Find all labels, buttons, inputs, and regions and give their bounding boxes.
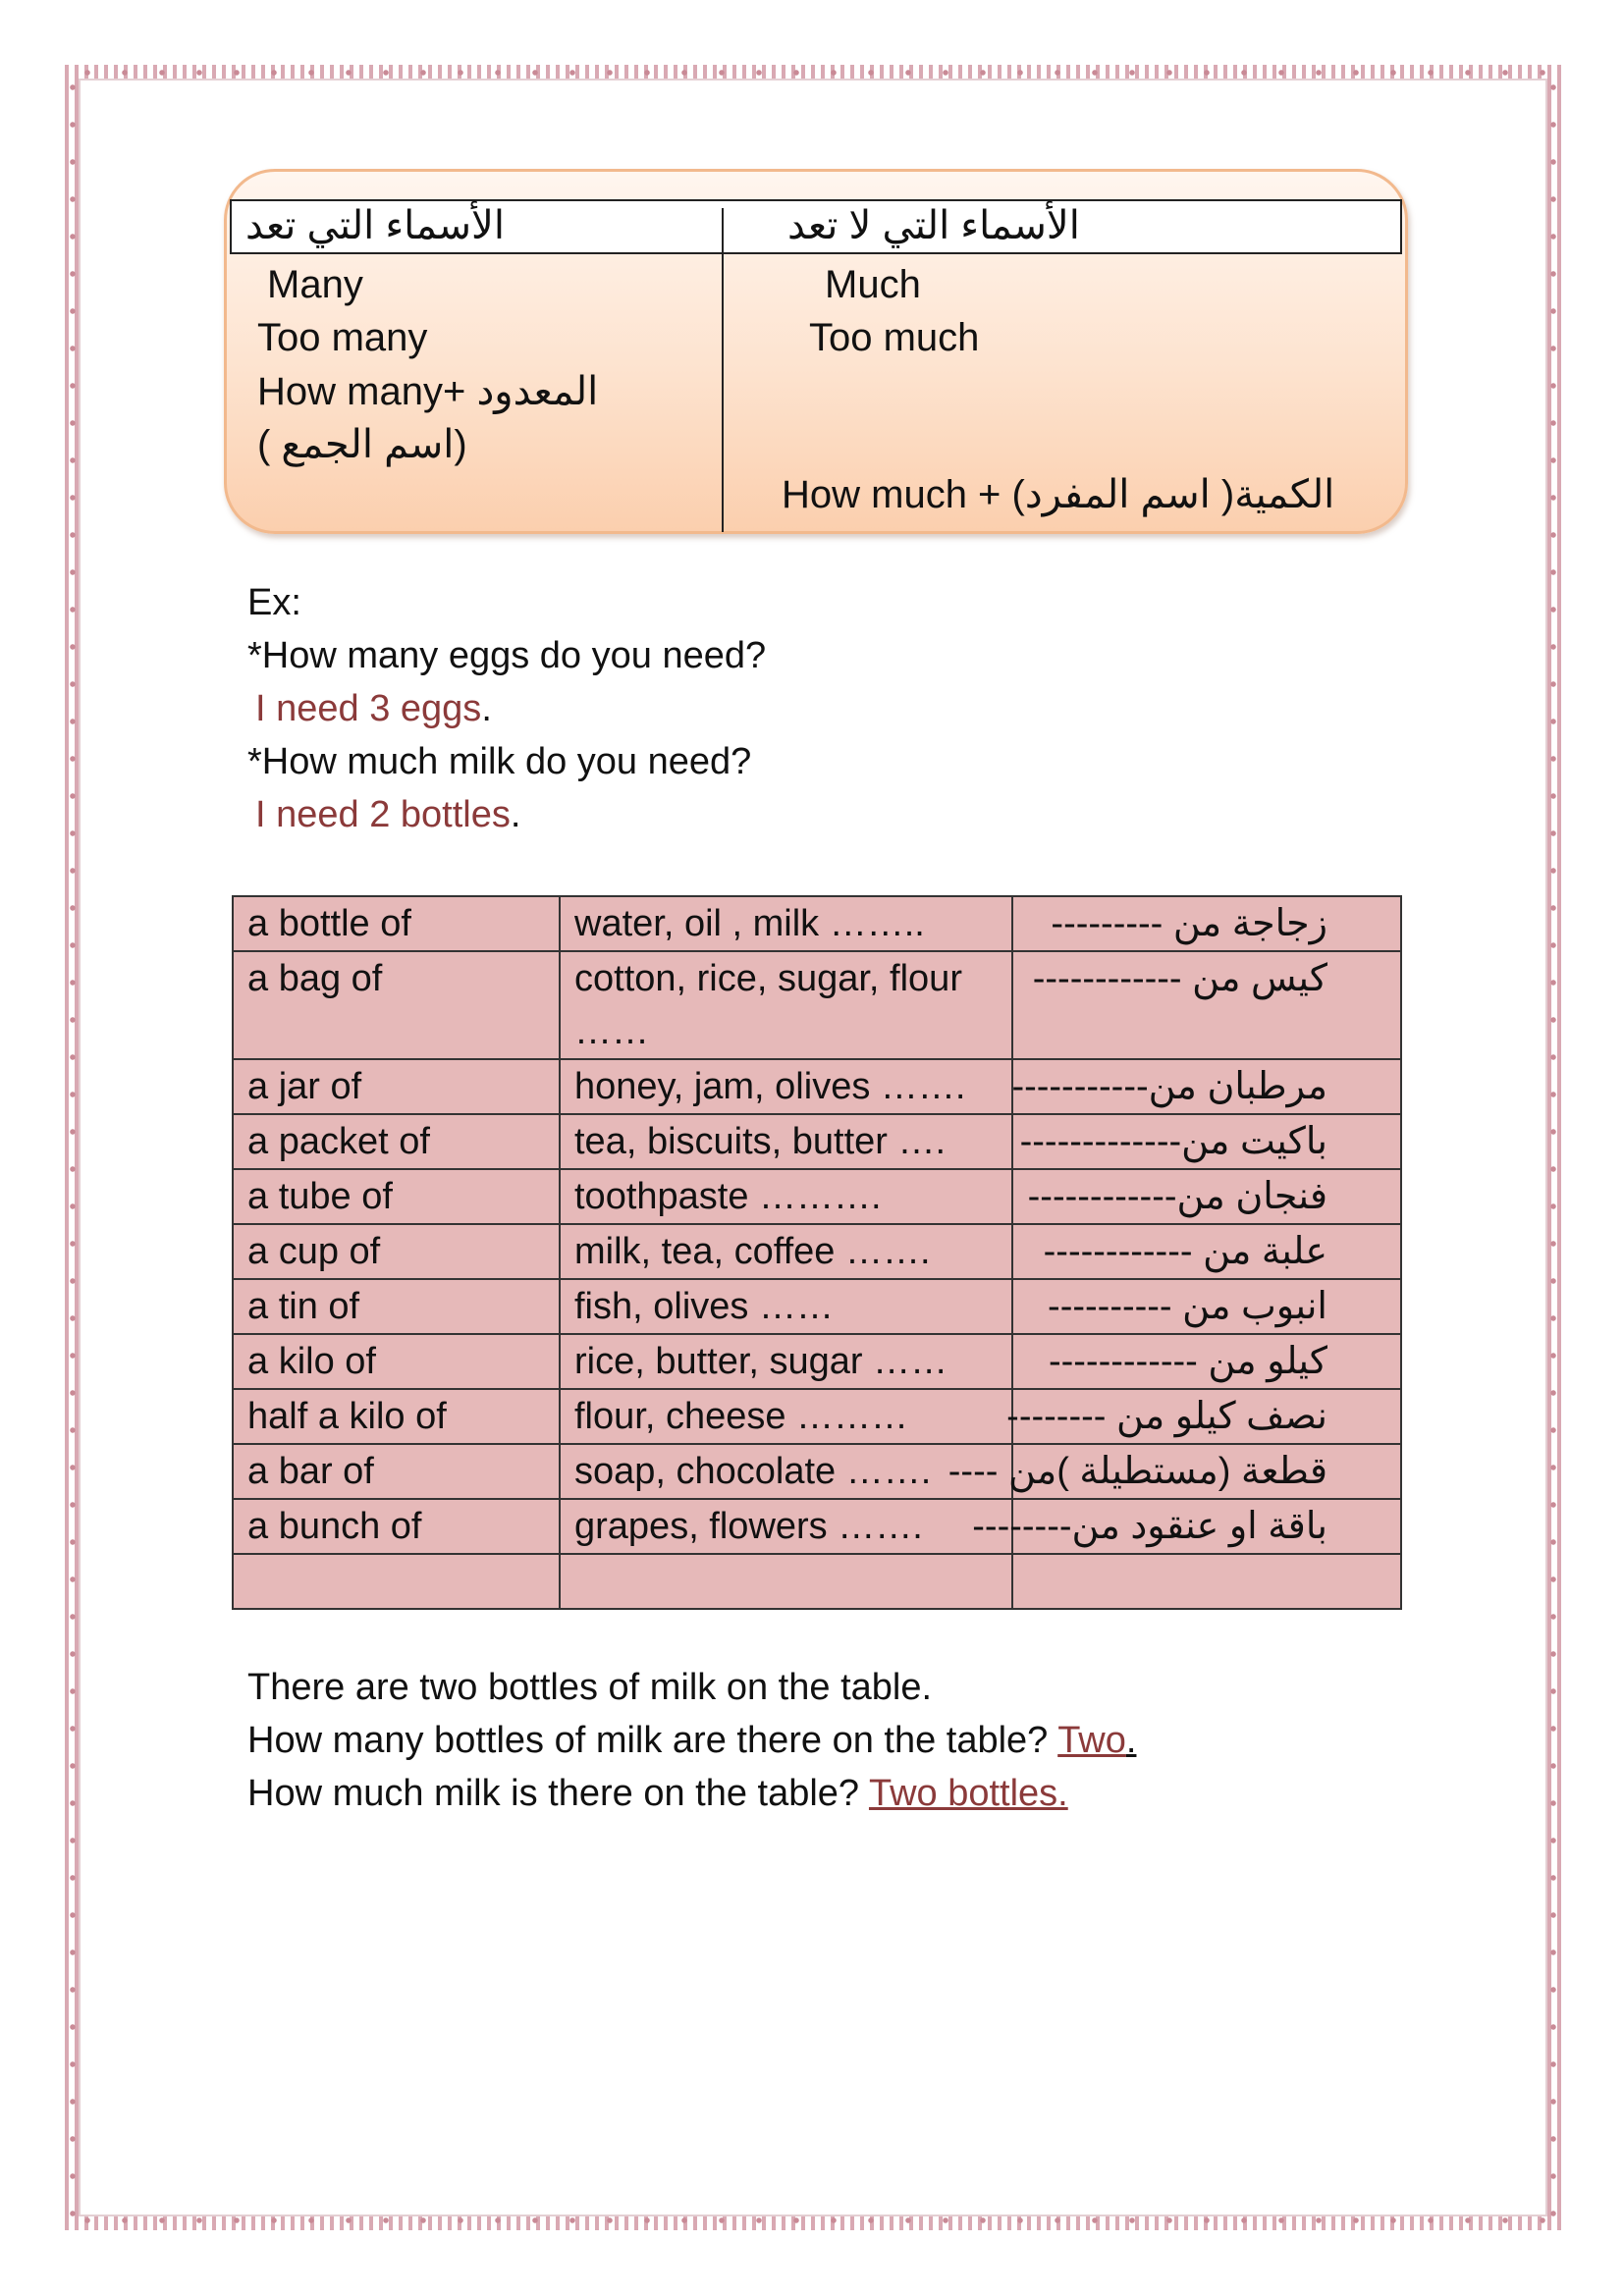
unit-cell: a kilo of <box>233 1334 560 1389</box>
arabic-cell: نصف كيلو من -------- <box>1012 1389 1401 1444</box>
examples-label: Ex: <box>247 582 301 623</box>
arabic-cell: كيس من ------------ <box>1012 951 1401 1059</box>
unit-cell: a cup of <box>233 1224 560 1279</box>
closing-line-2-dot: . <box>1125 1720 1137 1761</box>
arabic-cell: باقة او عنقود من-------- <box>1012 1499 1401 1554</box>
units-table-row <box>233 1279 1401 1334</box>
units-table-row <box>233 896 1401 951</box>
examples-cell: soap, chocolate ……. <box>560 1444 1012 1499</box>
unit-cell: a tube of <box>233 1169 560 1224</box>
units-table-row <box>233 951 1401 1059</box>
arabic-cell: فنجان من------------ <box>1012 1169 1401 1224</box>
units-table-row <box>233 1499 1401 1554</box>
examples-cell: fish, olives …… <box>560 1279 1012 1334</box>
unit-cell: a tin of <box>233 1279 560 1334</box>
units-table <box>232 895 1402 1610</box>
arabic-cell: علبة من ------------ <box>1012 1224 1401 1279</box>
closing-line-3-text: How much milk is there on the table? <box>247 1773 860 1814</box>
examples-cell: milk, tea, coffee ……. <box>560 1224 1012 1279</box>
unit-cell: a bar of <box>233 1444 560 1499</box>
countable-how-many-ar: المعدود <box>476 370 599 413</box>
example-question-2: *How much milk do you need? <box>247 741 752 782</box>
example-answer-1 <box>255 682 492 735</box>
countable-too-many: Too many <box>257 316 428 359</box>
header-countable: الأسماء التي تعد <box>245 204 505 247</box>
arabic-cell <box>1012 1554 1401 1609</box>
countable-many: Many <box>267 263 363 306</box>
header-uncountable: الأسماء التي لا تعد <box>787 204 1080 247</box>
examples-cell: water, oil , milk …….. <box>560 896 1012 951</box>
example-answer-2-dot: . <box>510 794 521 835</box>
arabic-cell: زجاجة من --------- <box>1012 896 1401 951</box>
units-table-row <box>233 1114 1401 1169</box>
unit-cell: half a kilo of <box>233 1389 560 1444</box>
examples-cell: honey, jam, olives ……. <box>560 1059 1012 1114</box>
units-table-row <box>233 1334 1401 1389</box>
units-table-row <box>233 1224 1401 1279</box>
closing-line-2-answer: Two <box>1057 1720 1126 1761</box>
arabic-cell: باكيت من------------- <box>1012 1114 1401 1169</box>
examples-cell: grapes, flowers ……. <box>560 1499 1012 1554</box>
units-table-row <box>233 1554 1401 1609</box>
arabic-cell: كيلو من ------------ <box>1012 1334 1401 1389</box>
examples-cell <box>560 1554 1012 1609</box>
uncountable-how-much-en: How much + <box>782 473 1001 516</box>
countable-how-many <box>257 365 598 418</box>
example-answer-1-dot: . <box>481 688 492 729</box>
arabic-cell: مرطبان من----------- <box>1012 1059 1401 1114</box>
unit-cell: a packet of <box>233 1114 560 1169</box>
example-answer-2 <box>255 788 520 841</box>
countable-how-many-en: How many+ <box>257 370 466 413</box>
closing-line-1: There are two bottles of milk on the table. <box>247 1667 933 1708</box>
examples-cell: rice, butter, sugar …… <box>560 1334 1012 1389</box>
units-table-row <box>233 1169 1401 1224</box>
countable-plural-noun: (اسم الجمع ) <box>257 423 467 466</box>
closing-line-3-answer: Two bottles. <box>868 1773 1068 1814</box>
examples-cell: toothpaste ………. <box>560 1169 1012 1224</box>
units-table-body <box>233 896 1401 1609</box>
arabic-cell: انبوب من ---------- <box>1012 1279 1401 1334</box>
example-answer-2-text: I need 2 bottles <box>255 794 511 835</box>
arabic-cell: قطعة (مستطيلة )من ---- <box>1012 1444 1401 1499</box>
examples-cell: tea, biscuits, butter …. <box>560 1114 1012 1169</box>
units-table-row <box>233 1059 1401 1114</box>
unit-cell: a jar of <box>233 1059 560 1114</box>
example-answer-1-text: I need 3 eggs <box>255 688 482 729</box>
examples-cell: cotton, rice, sugar, flour …… <box>560 951 1012 1059</box>
unit-cell <box>233 1554 560 1609</box>
closing-line-2-text: How many bottles of milk are there on the table? <box>247 1720 1049 1761</box>
examples-cell: flour, cheese ……… <box>560 1389 1012 1444</box>
example-question-1: *How many eggs do you need? <box>247 635 767 676</box>
quantifier-panel-divider <box>722 208 724 532</box>
unit-cell: a bag of <box>233 951 560 1059</box>
uncountable-too-much: Too much <box>809 316 980 359</box>
unit-cell: a bunch of <box>233 1499 560 1554</box>
uncountable-how-much-ar: الكمية( اسم المفرد) <box>1011 473 1335 516</box>
unit-cell: a bottle of <box>233 896 560 951</box>
uncountable-how-much <box>782 468 1334 521</box>
units-table-row <box>233 1389 1401 1444</box>
closing-line-2 <box>247 1714 1136 1767</box>
closing-line-3 <box>247 1767 1068 1820</box>
units-table-row <box>233 1444 1401 1499</box>
uncountable-much: Much <box>825 263 921 306</box>
